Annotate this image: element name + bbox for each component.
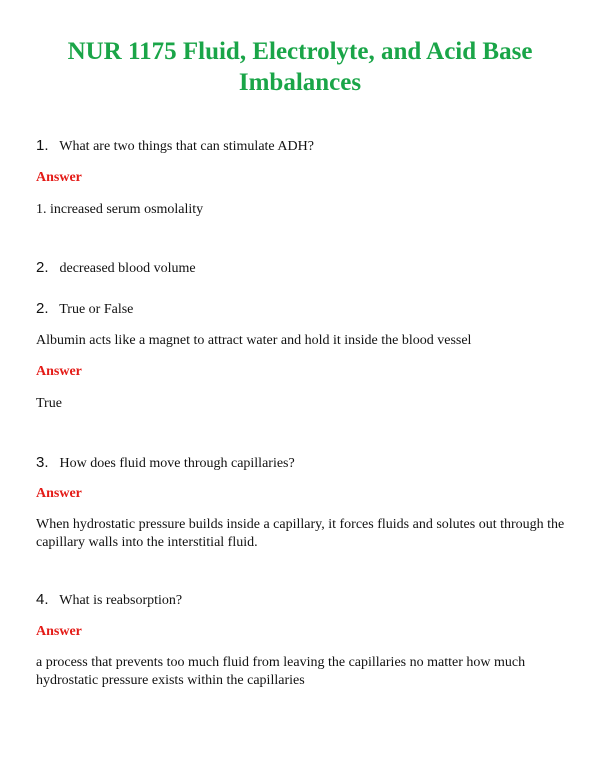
answer-text: a process that prevents too much fluid from leaving the capillaries no matter how much hydrostatic pressure exists within the capillaries [36, 655, 526, 688]
title-line-1: NUR 1175 Fluid, Electrolyte, and Acid Base [67, 38, 533, 65]
answer-label: Answer [36, 624, 82, 639]
answer-text: When hydrostatic pressure builds inside a capillary, it forces fluids and solutes out through the capillary walls into the interstitial fluid. [36, 517, 565, 550]
title-line-2: Imbalances [238, 69, 362, 96]
question-3 [36, 300, 133, 319]
question-number: 1. [36, 137, 49, 154]
answer-text: True [36, 396, 62, 411]
answer-label: Answer [36, 170, 82, 185]
question-statement: Albumin acts like a magnet to attract water and hold it inside the blood vessel [36, 333, 472, 348]
question-text: What is reabsorption? [59, 593, 183, 608]
document-title [20, 36, 580, 98]
question-4 [36, 454, 295, 473]
question-number: 4. [36, 591, 49, 608]
answer-label: Answer [36, 364, 82, 379]
question-number: 3. [36, 454, 49, 471]
question-text: True or False [59, 302, 134, 317]
answer-label: Answer [36, 486, 82, 501]
question-number: 2. [36, 259, 49, 276]
question-1 [36, 137, 314, 156]
question-text: decreased blood volume [59, 261, 196, 276]
answer-text: 1. increased serum osmolality [36, 202, 204, 217]
question-text: What are two things that can stimulate ADH? [59, 139, 314, 154]
question-5 [36, 591, 182, 610]
question-number: 2. [36, 300, 49, 317]
question-text: How does fluid move through capillaries? [59, 456, 295, 471]
question-2 [36, 259, 196, 278]
